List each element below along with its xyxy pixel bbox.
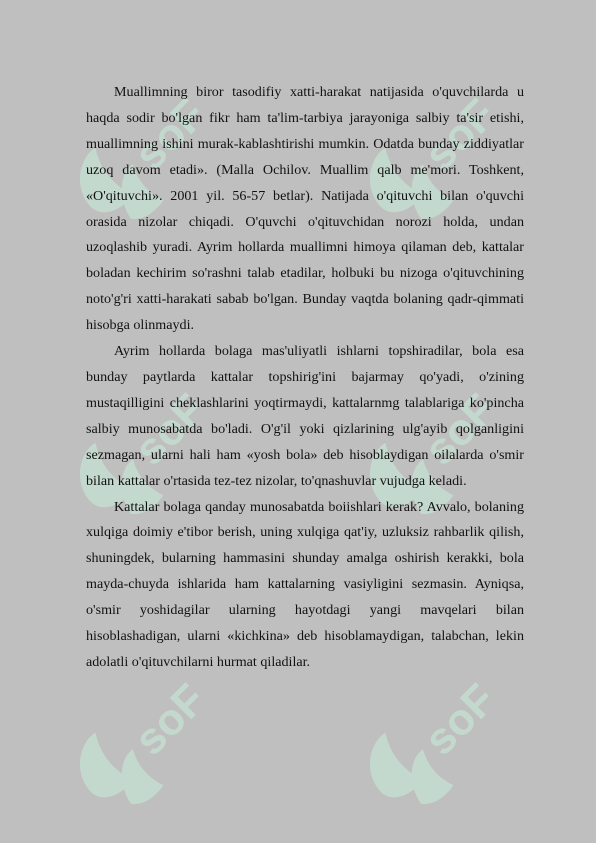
- paragraph-3: Kattalar bolaga qanday munosabatda boiishlari kerak? Avvalo, bolaning xulqiga doimiy e'tibor berish, uning xulqiga qat'iy, uzluksiz rahbarlik qilish, shuningdek, bularning hammasini shunday amalga oshirish kerakki, bola mayda-chuyda ishlarida ham kattalarning vasiyligini sezmasin. Ayniqsa, o'smir yoshidagilar ularning hayotdagi yangi mavqelari bilan hisoblashadigan, ularni «kichkina» deb hisoblamaydigan, talabchan, lekin adolatli o'qituvchilarni hurmat qiladilar.: [86, 498, 524, 670]
- watermark-text: soF: [125, 384, 216, 475]
- paragraph-1: Muallimning biror tasodifiy xatti-harakat natijasida o'quvchilarda u haqda sodir bo'lgan fikr ham ta'lim-tarbiya jarayoniga salbiy ta'sir etishi, muallimning ishini murak-kablashtirishi mumkin. Odatda bunday ziddiyatlar uzoq davom etadi». (Malla Ochilov. Muallim qalb me'mori. Toshkent, «O'qituvchi». 2001 yil. 56-57 betlar). Natijada o'qituvchi bilan o'quvchi orasida nizolar chiqadi. O'quvchi o'qituvchidan norozi holda, undan uzoqlashib yuradi. Ayrim hollarda muallimni himoya qilaman deb, kattalar boladan kechirim so'rashni talab etadilar, holbuki bu nizoga o'qituvchining noto'g'ri xatti-harakati sabab bo'lgan. Bunday vaqtda bolaning qadr-qimmati hisobga olinmaydi.: [86, 84, 524, 334]
- watermark-text: soF: [125, 674, 216, 765]
- watermark-text: soF: [415, 384, 506, 475]
- body-text: [86, 80, 524, 676]
- watermark-text: soF: [415, 674, 506, 765]
- watermark-text: soF: [415, 89, 506, 180]
- watermark-text: soF: [125, 89, 216, 180]
- paragraph-2: Ayrim hollarda bolaga mas'uliyatli ishlarni topshiradilar, bola esa bunday paytlarda kattalar topshirig'ini bajarmay qo'yadi, o'zining mustaqilligini cheklashlarini yoqtirmaydi, kattalarnmg talablariga ko'pincha salbiy munosabatda bo'ladi. O'g'il yoki qizlarining ulg'ayib qolganligini sezmagan, ularni hali ham «yosh bola» deb hisoblaydigan oilalarda o'smir bilan kattalar o'rtasida tez-tez nizolar, to'qnashuvlar vujudga keladi.: [86, 343, 524, 489]
